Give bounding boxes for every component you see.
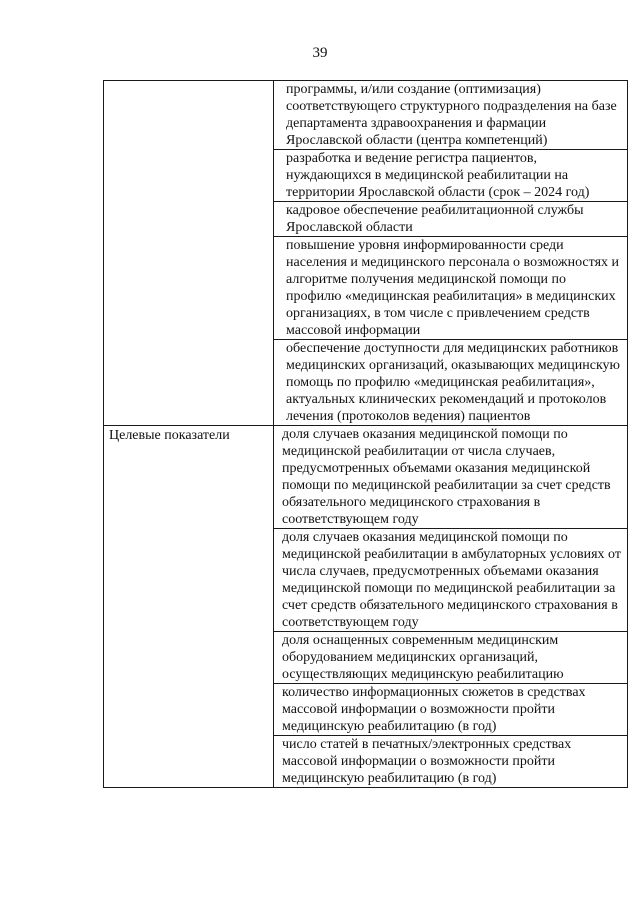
- indicator-item: доля оснащенных современным медицинским оборудованием медицинских организаций, осуществляющих медицинскую реабилитацию: [274, 632, 628, 684]
- measure-item: кадровое обеспечение реабилитационной службы Ярославской области: [274, 202, 628, 237]
- measure-item: повышение уровня информированности среди населения и медицинского персонала о возможностях и алгоритме получения медицинской помощи по профилю «медицинская реабилитация» в медицинских организациях, в том числе с привлечением средств массовой информации: [274, 237, 628, 340]
- indicator-item: доля случаев оказания медицинской помощи по медицинской реабилитации от числа случаев, предусмотренных объемами оказания медицинской помощи по медицинской реабилитации за счет средств обязательного медицинского страхования в соответствующем году: [274, 426, 628, 529]
- measure-item: программы, и/или создание (оптимизация) соответствующего структурного подразделения на базе департамента здравоохранения и фармации Ярославской области (центра компетенций): [274, 81, 628, 150]
- indicators-label-cell: Целевые показатели: [104, 426, 274, 788]
- measure-item: обеспечение доступности для медицинских работников медицинских организаций, оказывающих медицинскую помощь по профилю «медицинская реабилитация», актуальных клинических рекомендаций и протоколов лечения (протоколов ведения) пациентов: [274, 340, 628, 426]
- measure-item: разработка и ведение регистра пациентов, нуждающихся в медицинской реабилитации на территории Ярославской области (срок – 2024 год): [274, 150, 628, 202]
- page-number: 39: [312, 45, 328, 61]
- table-row: [104, 81, 628, 150]
- indicator-item: количество информационных сюжетов в средствах массовой информации о возможности пройти медицинскую реабилитацию (в год): [274, 684, 628, 736]
- program-table: [103, 80, 628, 788]
- indicator-item: доля случаев оказания медицинской помощи по медицинской реабилитации в амбулаторных условиях от числа случаев, предусмотренных объемами оказания медицинской помощи по медицинской реабилитации за счет средств обязательного медицинского страхования в соответствующем году: [274, 529, 628, 632]
- table-row: [104, 426, 628, 529]
- indicator-item: число статей в печатных/электронных средствах массовой информации о возможности пройти медицинскую реабилитацию (в год): [274, 736, 628, 788]
- measures-label-cell: [104, 81, 274, 426]
